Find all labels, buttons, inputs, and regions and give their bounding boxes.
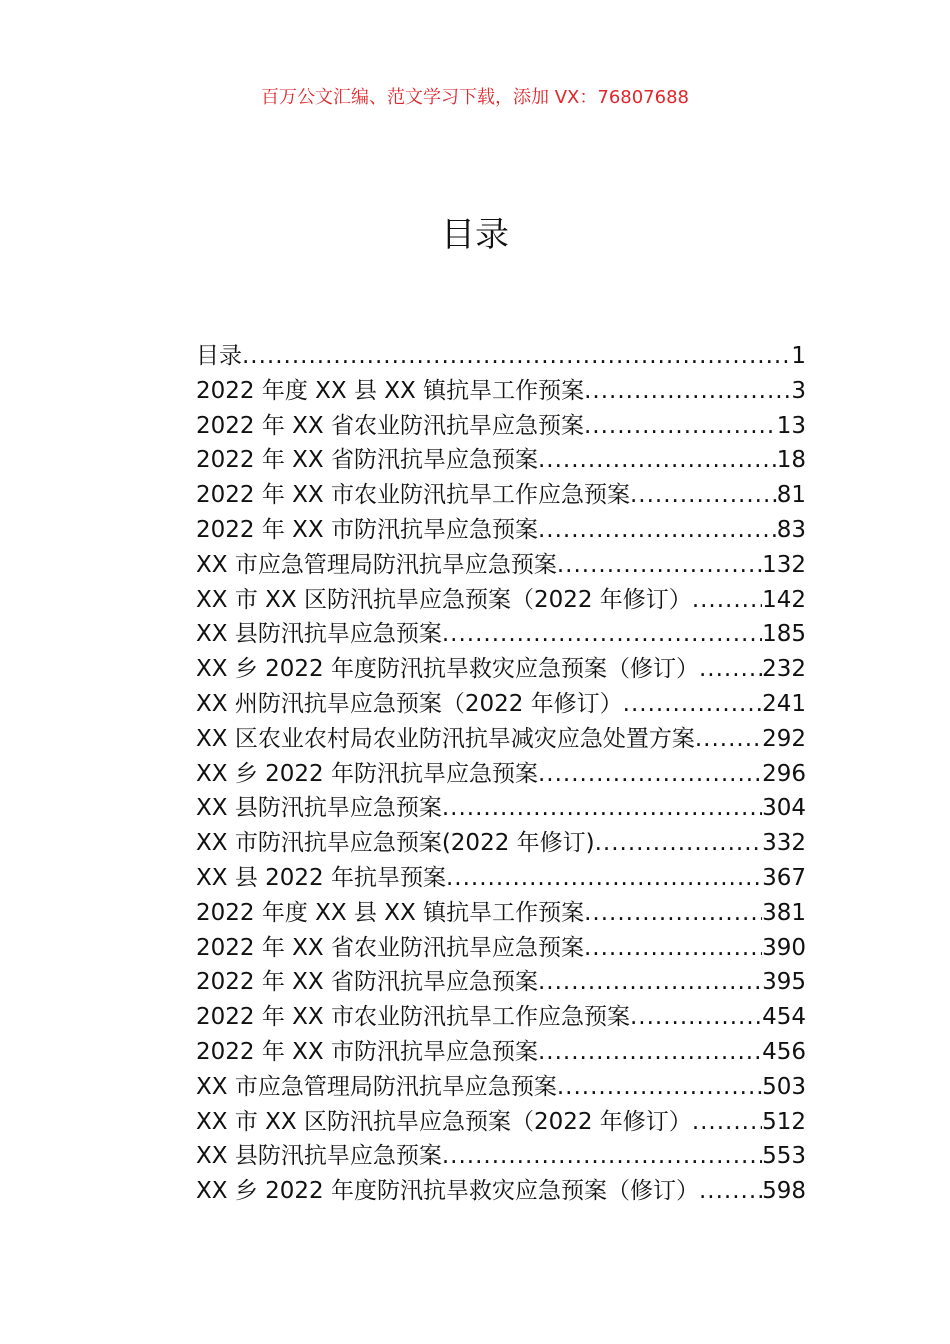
dot-leader [442, 791, 762, 826]
dot-leader [584, 409, 777, 444]
toc-entry[interactable] [196, 617, 806, 652]
toc-entry[interactable] [196, 548, 806, 583]
dot-leader [584, 931, 762, 966]
dot-leader [538, 443, 777, 478]
toc-entry-title: 2022 年 XX 省防汛抗旱应急预案 [196, 969, 538, 996]
toc-entry-title: 目录 [196, 343, 242, 369]
toc-entry[interactable] [196, 1000, 806, 1035]
dot-leader [538, 513, 777, 548]
toc-entry-page: 3 [791, 377, 806, 404]
dot-leader [557, 1070, 762, 1105]
toc-entry-page: 142 [762, 586, 806, 613]
toc-entry-page: 13 [776, 412, 806, 439]
toc-entry[interactable] [196, 757, 806, 792]
toc-entry-page: 132 [762, 551, 806, 578]
toc-entry[interactable] [196, 1035, 806, 1070]
toc-entry-title: XX 县防汛抗旱应急预案 [196, 1143, 442, 1170]
toc-entry[interactable] [196, 722, 806, 757]
toc-entry-title: XX 市 XX 区防汛抗旱应急预案（2022 年修订） [196, 1108, 692, 1135]
toc-entry[interactable] [196, 583, 806, 618]
dot-leader [695, 722, 762, 757]
toc-entry-page: 598 [762, 1178, 806, 1205]
toc-entry-page: 503 [762, 1073, 806, 1100]
toc-entry-title: XX 县防汛抗旱应急预案 [196, 795, 442, 822]
toc-entry-page: 1 [791, 343, 806, 369]
toc-entry-title: 2022 年 XX 省农业防汛抗旱应急预案 [196, 412, 584, 439]
dot-leader [692, 1105, 762, 1140]
toc-entry-title: 2022 年 XX 市农业防汛抗旱工作应急预案 [196, 1004, 630, 1031]
toc-entry-title: XX 区农业农村局农业防汛抗旱减灾应急处置方案 [196, 725, 695, 752]
toc-entry-title: XX 乡 2022 年防汛抗旱应急预案 [196, 760, 538, 787]
toc-entry[interactable] [196, 339, 806, 374]
toc-entry[interactable] [196, 1070, 806, 1105]
toc-entry-page: 381 [762, 899, 806, 926]
dot-leader [557, 548, 762, 583]
toc-entry-title: 2022 年 XX 省农业防汛抗旱应急预案 [196, 934, 584, 961]
toc-entry-page: 456 [762, 1038, 806, 1065]
toc-entry-page: 304 [762, 795, 806, 822]
toc-entry-title: XX 乡 2022 年度防汛抗旱救灾应急预案（修订） [196, 656, 699, 683]
toc-entry[interactable] [196, 443, 806, 478]
toc-entry-title: 2022 年度 XX 县 XX 镇抗旱工作预案 [196, 899, 585, 926]
toc-entry-page: 512 [762, 1108, 806, 1135]
toc-entry-page: 553 [762, 1143, 806, 1170]
toc-entry-page: 292 [762, 725, 806, 752]
toc-entry-title: 2022 年 XX 省防汛抗旱应急预案 [196, 447, 538, 474]
dot-leader [584, 374, 791, 409]
toc-entry[interactable] [196, 513, 806, 548]
toc-entry-title: XX 市 XX 区防汛抗旱应急预案（2022 年修订） [196, 586, 692, 613]
toc-entry-page: 395 [762, 969, 806, 996]
toc-entry-title: 2022 年 XX 市防汛抗旱应急预案 [196, 1038, 538, 1065]
dot-leader [538, 757, 762, 792]
dot-leader [446, 861, 762, 896]
toc-entry[interactable] [196, 931, 806, 966]
toc-entry-title: 2022 年度 XX 县 XX 镇抗旱工作预案 [196, 377, 585, 404]
dot-leader [699, 1174, 762, 1209]
toc-entry[interactable] [196, 1139, 806, 1174]
toc-entry-page: 454 [762, 1004, 806, 1031]
toc-entry-page: 367 [762, 864, 806, 891]
toc-entry[interactable] [196, 791, 806, 826]
toc-entry-title: XX 州防汛抗旱应急预案（2022 年修订） [196, 690, 623, 717]
dot-leader [623, 687, 762, 722]
watermark-header: 百万公文汇编、范文学习下载，添加 VX：76807688 [261, 87, 689, 108]
toc-entry-title: XX 乡 2022 年度防汛抗旱救灾应急预案（修订） [196, 1178, 699, 1205]
toc-entry[interactable] [196, 687, 806, 722]
toc-entry[interactable] [196, 1174, 806, 1209]
dot-leader [584, 896, 762, 931]
dot-leader [692, 583, 762, 618]
toc-entry-page: 81 [776, 482, 806, 509]
table-of-contents [196, 339, 806, 1209]
toc-entry-page: 185 [762, 621, 806, 648]
dot-leader [630, 478, 777, 513]
dot-leader [538, 965, 762, 1000]
toc-entry[interactable] [196, 861, 806, 896]
toc-entry[interactable] [196, 409, 806, 444]
dot-leader [442, 1139, 762, 1174]
toc-entry[interactable] [196, 826, 806, 861]
toc-entry-page: 18 [776, 447, 806, 474]
dot-leader [595, 826, 762, 861]
toc-entry[interactable] [196, 1105, 806, 1140]
toc-entry[interactable] [196, 478, 806, 513]
toc-entry-page: 332 [762, 830, 806, 857]
toc-entry-title: XX 市防汛抗旱应急预案(2022 年修订) [196, 830, 595, 857]
dot-leader [699, 652, 762, 687]
dot-leader [538, 1035, 762, 1070]
toc-entry[interactable] [196, 652, 806, 687]
toc-entry[interactable] [196, 896, 806, 931]
toc-entry[interactable] [196, 374, 806, 409]
toc-entry-title: XX 县 2022 年抗旱预案 [196, 864, 446, 891]
toc-entry-page: 232 [762, 656, 806, 683]
toc-entry-page: 83 [776, 516, 806, 543]
toc-entry-title: XX 县防汛抗旱应急预案 [196, 621, 442, 648]
toc-entry-page: 390 [762, 934, 806, 961]
toc-entry-title: XX 市应急管理局防汛抗旱应急预案 [196, 551, 557, 578]
toc-entry-title: 2022 年 XX 市农业防汛抗旱工作应急预案 [196, 482, 630, 509]
toc-entry[interactable] [196, 965, 806, 1000]
toc-entry-title: XX 市应急管理局防汛抗旱应急预案 [196, 1073, 557, 1100]
dot-leader [442, 617, 762, 652]
page-title: 目录 [441, 215, 509, 255]
toc-entry-page: 296 [762, 760, 806, 787]
toc-entry-page: 241 [762, 690, 806, 717]
dot-leader [630, 1000, 762, 1035]
toc-entry-title: 2022 年 XX 市防汛抗旱应急预案 [196, 516, 538, 543]
dot-leader [242, 339, 791, 374]
